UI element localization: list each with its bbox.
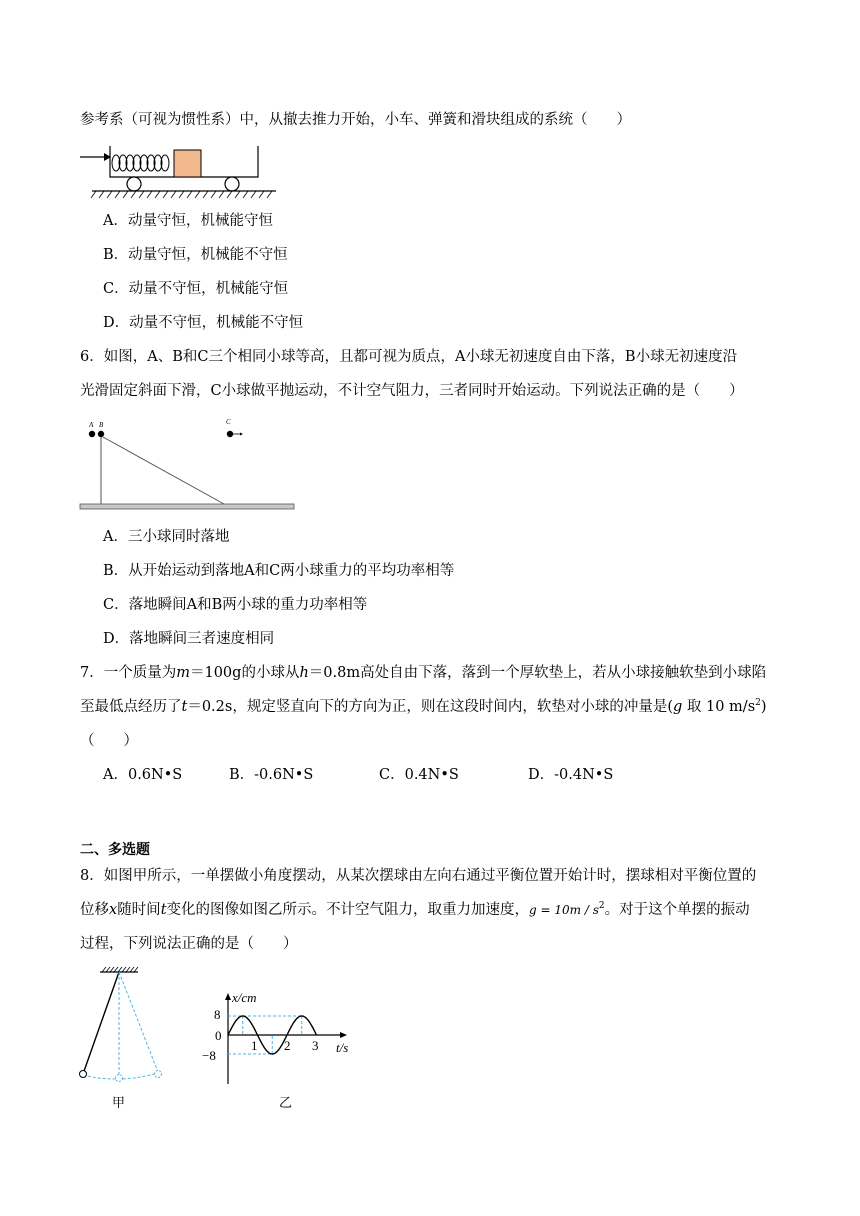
y-tick-8: 8 xyxy=(214,1007,221,1022)
fig-label-b: B xyxy=(99,421,104,429)
q5-option-b: B．动量守恒，机械能不守恒 xyxy=(103,247,288,263)
x-tick-1: 1 xyxy=(251,1038,258,1053)
y-tick-neg8: −8 xyxy=(202,1048,216,1063)
q8-text: 变化的图像如图乙所示。不计空气阻力，取重力加速度， xyxy=(166,902,530,918)
q7-option-b: B．-0.6N•S xyxy=(229,767,314,783)
q7-option-d: D．-0.4N•S xyxy=(528,767,614,783)
fig-label-a: A xyxy=(89,421,94,429)
pendulum-figure xyxy=(72,962,172,1082)
q8-var-t: t xyxy=(160,902,167,918)
x-tick-3: 3 xyxy=(312,1038,319,1053)
q6-stem-line2: 光滑固定斜面下滑，C小球做平抛运动，不计空气阻力，三者同时开始运动。下列说法正确的是（ ） xyxy=(80,383,744,399)
q6-option-a: A．三小球同时落地 xyxy=(103,529,230,545)
q8-stem-line3: 过程，下列说法正确的是（ ） xyxy=(80,936,298,952)
q8-var-x: x xyxy=(109,902,118,918)
q7-var-g: g xyxy=(672,699,683,715)
y-tick-0: 0 xyxy=(215,1028,222,1043)
section-title-multi-choice: 二、多选题 xyxy=(80,842,150,858)
q8-text: 随时间 xyxy=(117,902,161,918)
q7-text: ＝0.8m高处自由下落，落到一个厚软垫上，若从小球接触软垫到小球陷 xyxy=(308,665,767,681)
x-axis-label: t/s xyxy=(336,1040,349,1055)
q7-text: ＝0.2s，规定竖直向下的方向为正，则在这段时间内，软垫对小球的冲量是( xyxy=(187,699,673,715)
ball-b xyxy=(98,431,104,437)
q8-text: 。对于这个单摆的振动 xyxy=(604,902,750,918)
q5-option-a: A．动量守恒，机械能守恒 xyxy=(103,213,273,229)
q7-option-c: C．0.4N•S xyxy=(379,767,459,783)
ball-c xyxy=(227,431,233,437)
figure-caption-yi: 乙 xyxy=(279,1096,293,1111)
q7-var-t: t xyxy=(181,699,188,715)
ball-a xyxy=(89,431,95,437)
q5-option-d: D．动量不守恒，机械能不守恒 xyxy=(103,315,304,331)
q8-stem-line1: 8．如图甲所示，一单摆做小角度摆动，从某次摆球由左向右通过平衡位置开始计时，摆球相对平衡位置的 xyxy=(80,868,757,884)
cart-spring-figure xyxy=(78,140,278,202)
q6-option-d: D．落地瞬间三者速度相同 xyxy=(103,631,275,647)
q6-option-b: B．从开始运动到落地A和C两小球重力的平均功率相等 xyxy=(103,563,455,579)
q8-g-value: g = 10m / s xyxy=(529,903,599,917)
x-tick-2: 2 xyxy=(284,1038,291,1053)
q7-text: ＝100g的小球从 xyxy=(189,665,300,681)
q7-var-h: h xyxy=(299,665,309,681)
q7-option-a: A．0.6N•S xyxy=(103,767,183,783)
q7-exponent: 2 xyxy=(755,698,761,709)
q7-stem-line2 xyxy=(80,697,767,717)
q5-option-c: C．动量不守恒，机械能守恒 xyxy=(103,281,289,297)
q8-stem-line2 xyxy=(80,900,750,920)
fig-label-c: C xyxy=(226,418,231,426)
q7-stem-line3: （ ） xyxy=(80,733,138,749)
q6-option-c: C．落地瞬间A和B两小球的重力功率相等 xyxy=(103,597,368,613)
displacement-time-graph xyxy=(200,990,360,1090)
q7-text: 取 10 m/s xyxy=(682,699,756,715)
q8-exponent: 2 xyxy=(598,901,605,912)
q8-text: 位移 xyxy=(80,902,109,918)
q7-text: 至最低点经历了 xyxy=(80,699,182,715)
q6-stem-line1: 6．如图，A、B和C三个相同小球等高，且都可视为质点，A小球无初速度自由下落，B小球无初速度沿 xyxy=(80,349,738,365)
q7-text: 7．一个质量为 xyxy=(80,665,177,681)
q5-stem-tail: 参考系（可视为惯性系）中，从撤去推力开始，小车、弹簧和滑块组成的系统（ ） xyxy=(80,112,631,128)
figure-caption-jia: 甲 xyxy=(112,1096,126,1111)
q7-stem-line1 xyxy=(80,663,766,683)
q7-text: ) xyxy=(760,699,767,715)
y-axis-label: x/cm xyxy=(232,990,257,1005)
three-balls-figure xyxy=(78,414,300,514)
q7-var-m: m xyxy=(176,665,190,681)
